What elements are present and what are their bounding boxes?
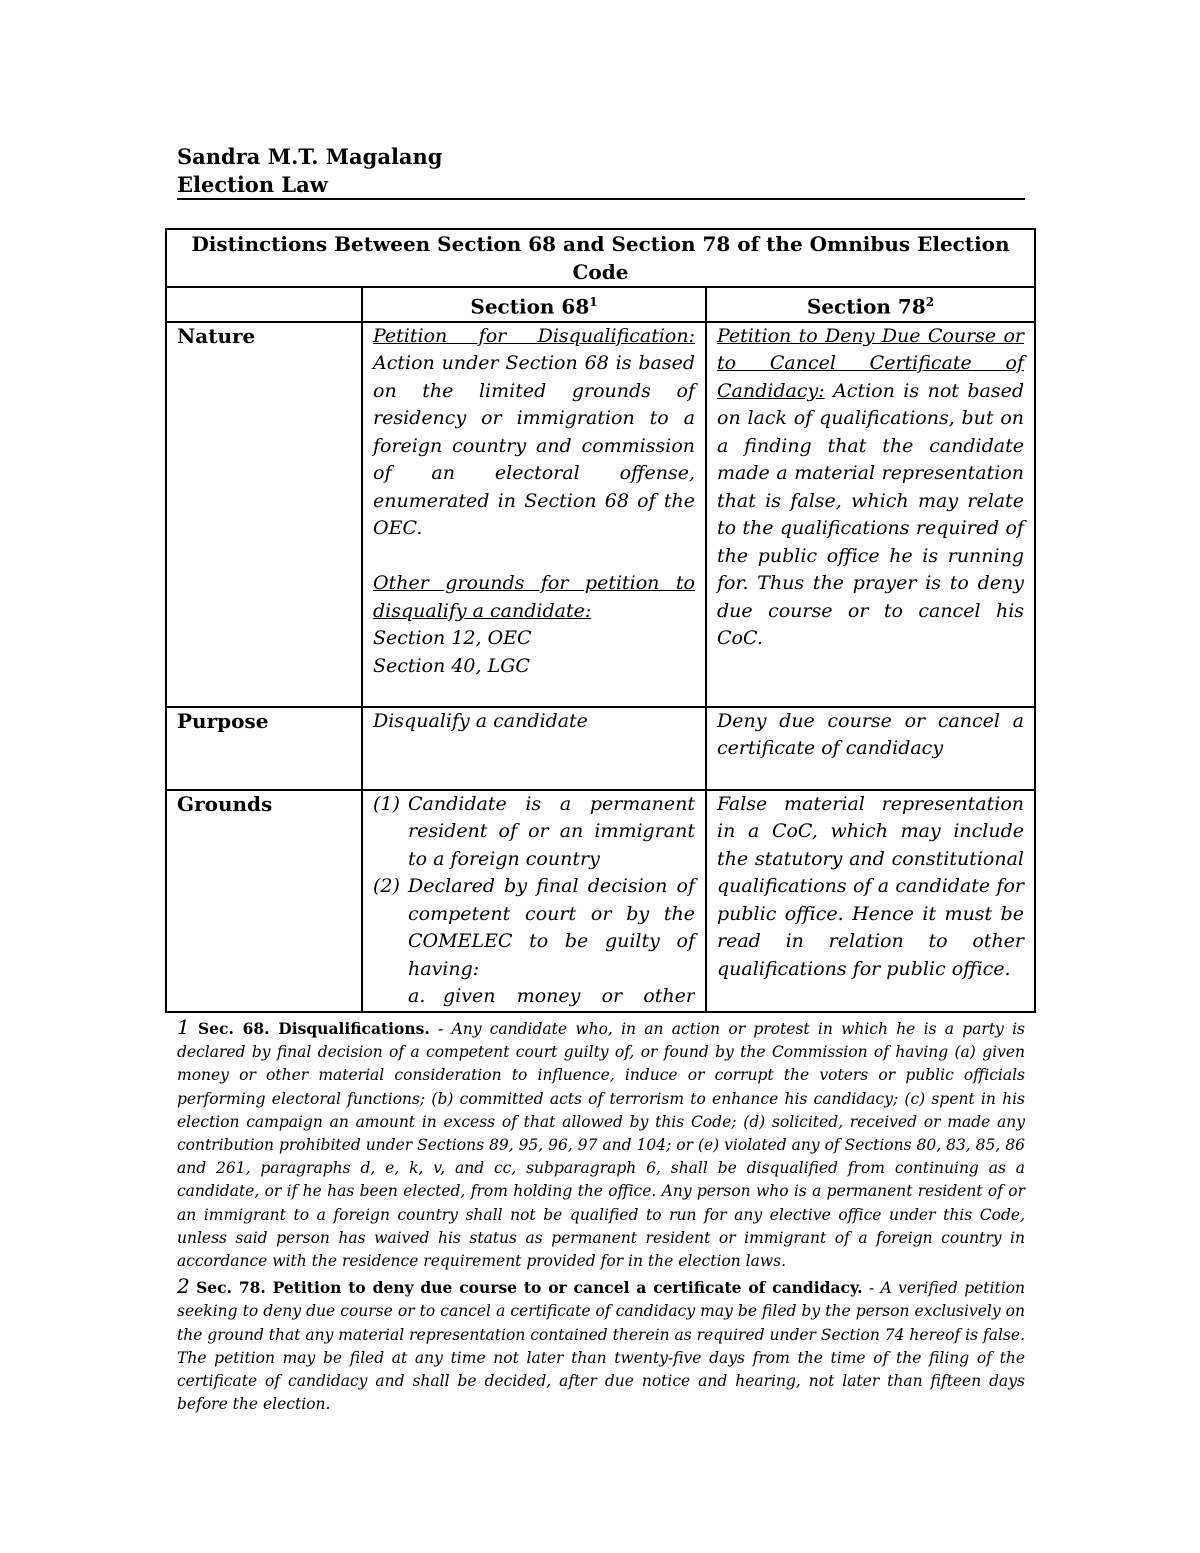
footnote-ref-2[interactable]: 2 xyxy=(925,295,935,309)
header-rule xyxy=(177,198,1025,200)
grounds-section-68 xyxy=(362,790,706,1012)
section-68-header: Section $68^1$ xyxy=(362,287,706,322)
ground-item-1: (1) Candidate is a permanent resident of or an immigrant to a foreign country xyxy=(373,792,695,870)
section-78-header: Section $78^2$ xyxy=(706,287,1035,322)
nature-section-78 xyxy=(706,322,1035,707)
table-row-nature xyxy=(166,322,1035,707)
footnote-ref-1[interactable]: 1 xyxy=(589,295,598,309)
document-header xyxy=(177,143,1025,199)
footnote-1-title: Sec. 68. Disqualifications. xyxy=(197,1019,430,1038)
s68-other-ground-2: Section 40, LGC xyxy=(373,654,530,677)
table-row-grounds xyxy=(166,790,1035,1012)
purpose-section-78: Deny due course or cancel a certificate of candidacy xyxy=(706,707,1035,790)
empty-header-cell xyxy=(166,287,362,322)
distinctions-table xyxy=(165,228,1036,1013)
footnote-2-title: Sec. 78. Petition to deny due course to or cancel a certificate of candidacy. xyxy=(196,1278,863,1298)
table-row-purpose xyxy=(166,707,1035,790)
footnotes xyxy=(177,1016,1025,1416)
s68-other-ground-1: Section 12, OEC xyxy=(373,627,532,650)
row-label-grounds: Grounds xyxy=(166,790,362,1012)
s68-other-grounds-heading: Other grounds for petition to disqualify a candidate: xyxy=(373,572,695,622)
footnote-2: 2 Sec. 78. Petition to deny due course to or cancel a certificate of candidacy. - A verified petition seeking to deny due course or to cancel a certificate of candidacy may be filed by the person exclusively on the ground that any material representation contained therein as required under Section 74 hereof is false. The petition may be filed at any time not later than twenty-five days from the time of the filing of the certificate of candidacy and shall be decided, after due notice and hearing, not later than fifteen days before the election. xyxy=(177,1274,1025,1414)
nature-section-68 xyxy=(362,322,706,707)
table-title: Distinctions Between Section 68 and Section 78 of the Omnibus Election Code xyxy=(166,229,1035,287)
purpose-section-68: Disqualify a candidate xyxy=(362,707,706,790)
row-label-nature: Nature xyxy=(166,322,362,707)
subject-title: Election Law xyxy=(177,172,328,197)
ground-sub-item-a: a. given money or other xyxy=(408,985,695,1008)
s78-nature-heading: Petition to Deny Due Course or to Cancel Certificate of Candidacy: xyxy=(717,324,1025,402)
s78-nature-text: Action is not based on lack of qualifications, but on a finding that the candidate made a material representation that is false, which may relate to the qualifications required of the public office he is running for. Thus the prayer is to deny due course or to cancel his CoC. xyxy=(717,379,1025,650)
row-label-purpose: Purpose xyxy=(166,707,362,790)
author-name: Sandra M.T. Magalang xyxy=(177,144,443,169)
grounds-section-78: False material representation in a CoC, which may include the statutory and constitutional qualifications of a candidate for public office. Hence it must be read in relation to other qualifications for public office. xyxy=(706,790,1035,1012)
s68-nature-text: Action under Section 68 is based on the limited grounds of residency or immigration to a foreign country and commission of an electoral offense, enumerated in Section 68 of the OEC. xyxy=(373,352,695,540)
s68-nature-heading: Petition for Disqualification: xyxy=(373,324,695,347)
ground-item-2: (2) Declared by final decision of competent court or by the COMELEC to be guilty of having: xyxy=(373,875,695,980)
footnote-1: 1 Sec. 68. Disqualifications. - Any candidate who, in an action or protest in which he is a party is declared by final decision of a competent court guilty of, or found by the Commission of having (a) given money or other material consideration to influence, induce or corrupt the voters or public officials performing electoral functions; (b) committed acts of terrorism to enhance his candidacy; (c) spent in his election campaign an amount in excess of that allowed by this Code; (d) solicited, received or made any contribution prohibited under Sections 89, 95, 96, 97 and 104; or (e) violated any of Sections 80, 83, 85, 86 and 261, paragraphs d, e, k, v, and cc, subparagraph 6, shall be disqualified from continuing as a candidate, or if he has been elected, from holding the office. Any person who is a permanent resident of or an immigrant to a foreign country shall not be qualified to run for any elective office under this Code, unless said person has waived his status as permanent resident or immigrant of a foreign country in accordance with the residence requirement provided for in the election laws. xyxy=(177,1015,1025,1271)
